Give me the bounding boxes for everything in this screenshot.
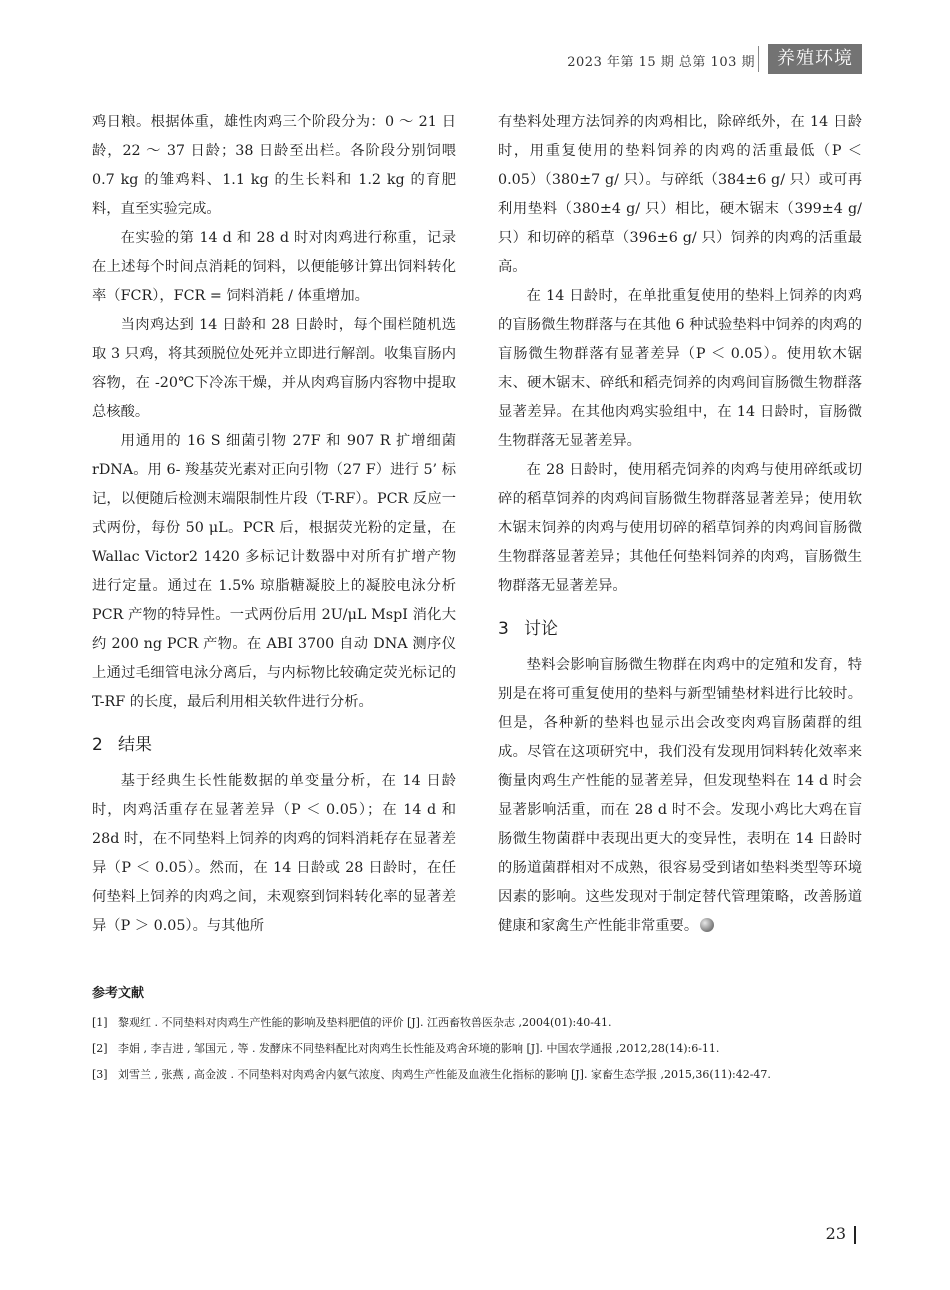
- page-number: 23: [825, 1224, 846, 1243]
- right-paragraph-3: 在 28 日龄时，使用稻壳饲养的肉鸡与使用碎纸或切碎的稻草饲养的肉鸡间盲肠微生物群落显著差异；使用软木锯末饲养的肉鸡与使用切碎的稻草饲养的肉鸡间盲肠微生物群落显著差异；其他任何垫料饲养的肉鸡，盲肠微生物群落无显著差异。: [498, 462, 862, 594]
- reference-item: [92, 1062, 872, 1088]
- left-paragraph-5: 基于经典生长性能数据的单变量分析，在 14 日龄时，肉鸡活重存在显著差异（P ＜ 0.05）；在 14 d 和 28d 时，在不同垫料上饲养的肉鸡的饲料消耗存在显著差异（P ＜ 0.05）。然而，在 14 日龄或 28 日龄时，在任何垫料上饲养的肉鸡之间，未观察到饲料转化率的显著差异（P ＞ 0.05）。与其他所: [92, 773, 456, 934]
- reference-number: [3]: [92, 1068, 108, 1081]
- section-number: 3: [498, 619, 509, 639]
- reference-number: [1]: [92, 1016, 108, 1029]
- references: [92, 982, 872, 1088]
- article-end-icon: [700, 918, 714, 932]
- left-paragraph-2: 在实验的第 14 d 和 28 d 时对肉鸡进行称重，记录在上述每个时间点消耗的饲料，以便能够计算出饲料转化率（FCR），FCR = 饲料消耗 / 体重增加。: [92, 230, 456, 304]
- discussion-text: 垫料会影响盲肠微生物群在肉鸡中的定殖和发育，特别是在将可重复使用的垫料与新型铺垫材料进行比较时。但是，各种新的垫料也显示出会改变肉鸡盲肠菌群的组成。尽管在这项研究中，我们没有发现用饲料转化效率来衡量肉鸡生产性能的显著差异，但发现垫料在 14 d 时会显著影响活重，而在 28 d 时不会。发现小鸡比大鸡在盲肠微生物菌群中表现出更大的变异性，表明在 14 日龄时的肠道菌群相对不成熟，很容易受到诸如垫料类型等环境因素的影响。这些发现对于制定替代管理策略，改善肠道健康和家禽生产性能非常重要。: [498, 657, 862, 934]
- section-title: 结果: [118, 735, 152, 755]
- left-paragraph-4: 用通用的 16 S 细菌引物 27F 和 907 R 扩增细菌 rDNA。用 6- 羧基荧光素对正向引物（27 F）进行 5’ 标记，以便随后检测末端限制性片段（T-RF）。PCR 反应一式两份，每份 50 μL。PCR 后，根据荧光粉的定量，在 Wallac Victor2 1420 多标记计数器中对所有扩增产物进行定量。通过在 1.5% 琼脂糖凝胶上的凝胶电泳分析 PCR 产物的特异性。一式两份后用 2U/μL MspI 消化大约 200 ng PCR 产物。在 ABI 3700 自动 DNA 测序仪上通过毛细管电泳分离后，与内标物比较确定荧光标记的 T-RF 的长度，最后利用相关软件进行分析。: [92, 433, 456, 710]
- section-heading-discussion: [498, 613, 862, 645]
- left-column: [92, 108, 456, 941]
- section-heading-results: [92, 729, 456, 761]
- right-paragraph-2: 在 14 日龄时，在单批重复使用的垫料上饲养的肉鸡的盲肠微生物群落与在其他 6 种试验垫料中饲养的肉鸡的盲肠微生物群落有显著差异（P ＜ 0.05）。使用软木锯末、硬木锯末、碎纸和稻壳饲养的肉鸡间盲肠微生物群落显著差异。在其他肉鸡实验组中，在 14 日龄时，盲肠微生物群落无显著差异。: [498, 288, 862, 449]
- reference-text: 黎观红 . 不同垫料对肉鸡生产性能的影响及垫料肥值的评价 [J]. 江西畜牧兽医杂志 ,2004(01):40-41.: [118, 1016, 612, 1029]
- left-paragraph-1: 鸡日粮。根据体重，雄性肉鸡三个阶段分为：0 ～ 21 日龄，22 ～ 37 日龄；38 日龄至出栏。各阶段分别饲喂 0.7 kg 的雏鸡料、1.1 kg 的生长料和 1.2 kg 的育肥料，直至实验完成。: [92, 114, 456, 217]
- reference-text: 刘雪兰 , 张燕 , 高金波 . 不同垫料对肉鸡舍内氨气浓度、肉鸡生产性能及血液生化指标的影响 [J]. 家畜生态学报 ,2015,36(11):42-47.: [118, 1068, 771, 1081]
- issue-info: 2023 年第 15 期 总第 103 期: [567, 55, 755, 70]
- page-header: [0, 42, 950, 74]
- page-number-bar: [854, 1226, 856, 1244]
- reference-item: [92, 1036, 872, 1062]
- right-paragraph-4: [498, 651, 862, 941]
- reference-text: 李娟 , 李吉进 , 邹国元 , 等 . 发酵床不同垫料配比对肉鸡生长性能及鸡舍环境的影响 [J]. 中国农学通报 ,2012,28(14):6-11.: [118, 1042, 720, 1055]
- right-column: [498, 108, 862, 941]
- right-paragraph-1: 有垫料处理方法饲养的肉鸡相比，除碎纸外，在 14 日龄时，用重复使用的垫料饲养的肉鸡的活重最低（P ＜ 0.05）（380±7 g/ 只）。与碎纸（384±6 g/ 只）或可再利用垫料（380±4 g/ 只）相比，硬木锯末（399±4 g/ 只）和切碎的稻草（396±6 g/ 只）饲养的肉鸡的活重最高。: [498, 114, 862, 275]
- section-title: 讨论: [524, 619, 558, 639]
- reference-number: [2]: [92, 1042, 108, 1055]
- references-title: 参考文献: [92, 986, 145, 1001]
- header-divider: [758, 46, 759, 72]
- reference-item: [92, 1010, 872, 1036]
- section-badge: 养殖环境: [768, 44, 862, 74]
- section-number: 2: [92, 735, 103, 755]
- left-paragraph-3: 当肉鸡达到 14 日龄和 28 日龄时，每个围栏随机选取 3 只鸡，将其颈脱位处死并立即进行解剖。收集盲肠内容物，在 -20℃下冷冻干燥，并从肉鸡盲肠内容物中提取总核酸。: [92, 317, 456, 420]
